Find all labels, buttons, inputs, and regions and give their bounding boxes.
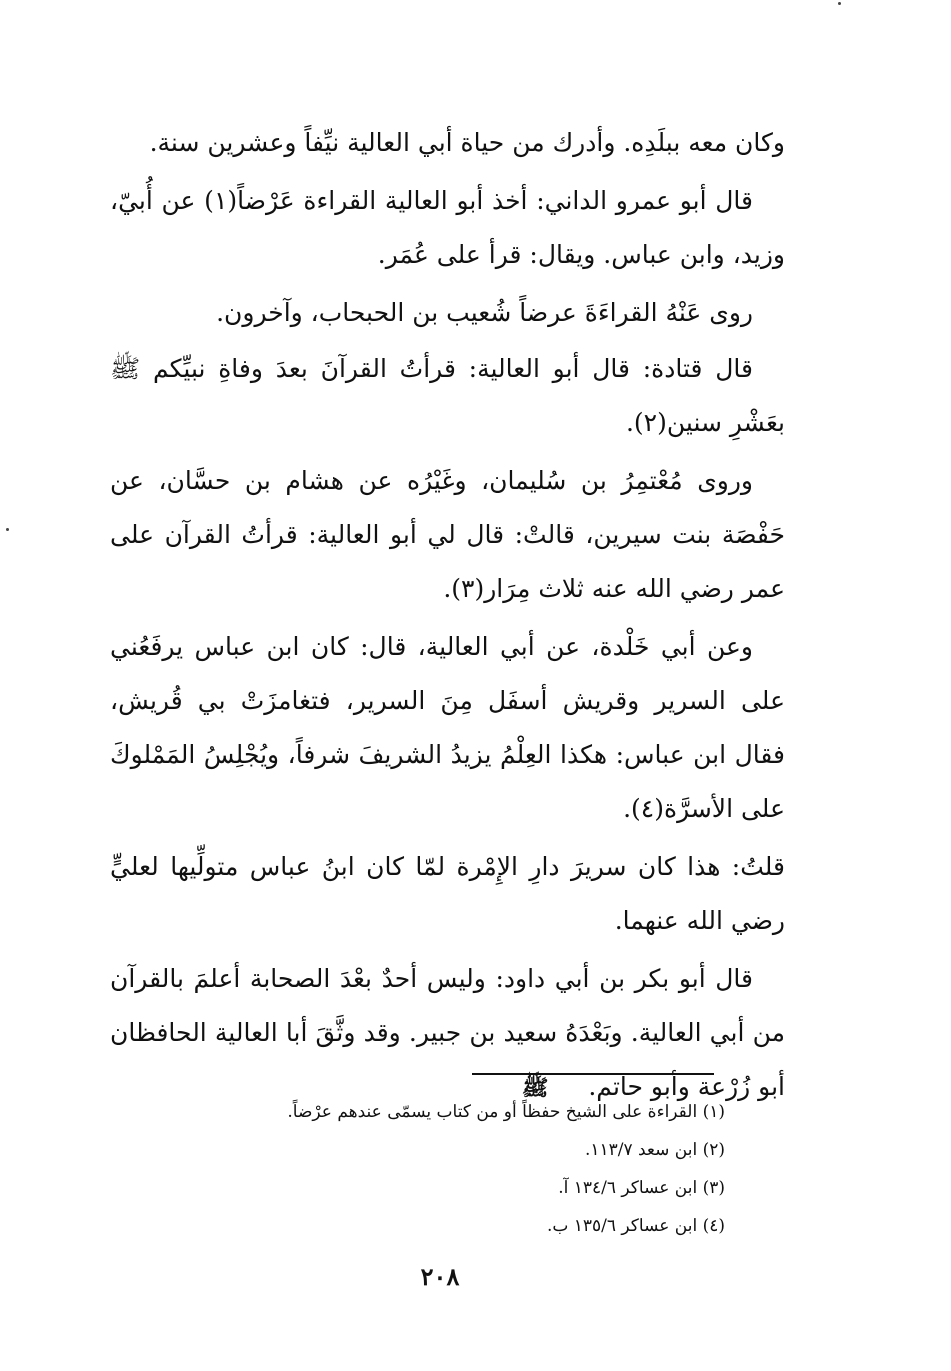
end-mark-icon: ﷺ xyxy=(521,1075,549,1101)
paragraph: روى عَنْهُ القراءَةَ عرضاً شُعيب بن الحبحاب، وآخرون. xyxy=(216,298,753,327)
page-number: ٢٠٨ xyxy=(420,1262,460,1291)
footnote-divider xyxy=(472,1073,714,1075)
footnote: (٢) ابن سعد ١١٣/٧. xyxy=(584,1140,725,1160)
footnotes xyxy=(200,1093,725,1245)
scan-speck xyxy=(838,2,841,5)
paragraph: وروى مُعْتمِرُ بن سُليمان، وغَيْرُه عن هشام بن حسَّان، عن حَفْصَة بنت سيرين، قالتْ: قال لي أبو العالية: قرأتُ القرآن على عمر رضي الله عنه ثلاث مِرَار(٣). xyxy=(110,466,785,603)
footnote: (١) القراءة على الشيخ حفظاً أو من كتاب يسمّى عندهم عرْضاً. xyxy=(287,1102,725,1122)
paragraph xyxy=(110,952,785,1115)
paragraph: قال قتادة: قال أبو العالية: قرأتُ القرآنَ بعدَ وفاةِ نبيِّكم ﷺ بعَشْرِ سنين(٢). xyxy=(110,354,785,437)
paragraph: قال أبو عمرو الداني: أخذ أبو العالية القراءة عَرْضاً(١) عن أُبيّ، وزيد، وابن عباس. ويقال: قرأ على عُمَر. xyxy=(110,186,785,269)
paragraph-text: قال أبو بكر بن أبي داود: وليس أحدٌ بعْدَ الصحابة أعلمَ بالقرآن من أبي العالية. وبَعْدَهُ سعيد بن جبير. وقد وثَّقَ أبا العالية الحافظان أبو زُرْعة وأبو حاتم. xyxy=(110,964,785,1101)
paragraph: وعن أبي خَلْدة، عن أبي العالية، قال: كان ابن عباس يرفَعُني على السرير وقريش أسفَل مِنَ السرير، فتغامزَتْ بي قُريش، فقال ابن عباس: هكذا العِلْمُ يزيدُ الشريفَ شرفاً، ويُجْلِسُ المَمْلوكَ على الأسرَّة(٤). xyxy=(110,632,785,823)
main-text xyxy=(110,116,785,1115)
paragraph: وكان معه ببلَدِه. وأدرك من حياة أبي العالية نيِّفاً وعشرين سنة. xyxy=(149,128,785,157)
scan-speck xyxy=(6,528,9,531)
footnote: (٣) ابن عساكر ١٣٤/٦ آ. xyxy=(558,1178,725,1198)
paragraph: قلتُ: هذا كان سريرَ دارِ الإِمْرة لمّا كان ابنُ عباس متولِّيها لعليٍّ رضي الله عنهما. xyxy=(110,852,785,935)
footnote: (٤) ابن عساكر ١٣٥/٦ ب. xyxy=(546,1216,725,1236)
